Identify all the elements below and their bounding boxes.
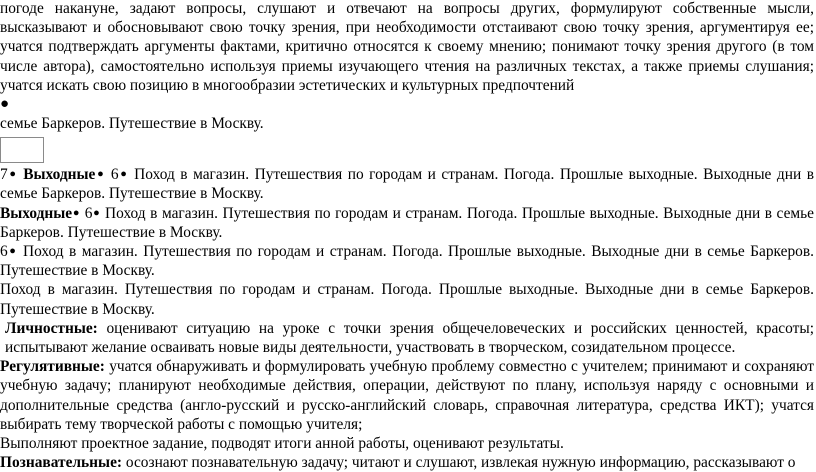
paragraph-project [0, 434, 814, 453]
bullet-dot-icon: ● [72, 206, 81, 219]
paragraph-personal [0, 319, 814, 357]
paragraph-text: оценивают ситуацию на уроке с точки зрения общечеловеческих и российских ценностей, красоты; испытывают желание осваивать новые виды деятельности, участвовать в творческом, созидательном процессе. [5, 319, 814, 357]
paragraph-text: Выполняют проектное задание, подводят итоги анной работы, оценивают результаты. [0, 435, 564, 453]
number-label: 6 [0, 243, 8, 261]
number-label: 6 [110, 166, 119, 184]
bullet-dot-icon: ● [118, 168, 129, 181]
paragraph-regulatory [0, 357, 814, 434]
bold-heading: Выходные [0, 204, 73, 222]
paragraph-weekend-7 [0, 165, 814, 203]
paragraph-six [0, 242, 814, 280]
bullet-dot-icon: ● [0, 96, 10, 113]
paragraph-text: учатся обнаруживать и формулировать учебную проблему совместно с учителем; принимают и сохраняют учебную задачу; планируют необходимые действия, операции, действуют по плану, используя наряду с основными и дополнительные средства (англо-русский и русско-английский словарь, справочная литература, средства ИКТ); учатся выбирать тему творческой работы с помощью учителя; [0, 358, 814, 433]
empty-box-row [0, 133, 814, 165]
section-label-regulatory: Регулятивные: [0, 358, 105, 376]
section-label-personal: Личностные: [5, 319, 98, 337]
paragraph-weekend [0, 204, 814, 242]
paragraph-barkers-trip [0, 114, 814, 133]
paragraph-communicative [0, 0, 814, 95]
section-label-cognitive: Познавательные: [0, 454, 123, 472]
bold-heading: Выходные [23, 166, 96, 184]
bullet-marker [0, 95, 814, 114]
paragraph-text: семье Баркеров. Путешествие в Москву. [0, 115, 264, 133]
paragraph-text: осознают познавательную задачу; читают и слушают, извлекая нужную информацию, рассказывают о [125, 454, 796, 472]
bullet-dot-icon: ● [92, 206, 101, 219]
paragraph-shopping [0, 280, 814, 318]
paragraph-text: Поход в магазин. Путешествия по городам и странам. Погода. Прошлые выходные. Выходные дни в семье Баркеров. Путешествие в Москву. [0, 204, 814, 241]
paragraph-text: Поход в магазин. Путешествия по городам и странам. Погода. Прошлые выходные. Выходные дни в семье Баркеров. Путешествие в Москву. [0, 166, 814, 203]
bullet-dot-icon: ● [95, 168, 106, 181]
paragraph-text: погоде накануне, задают вопросы, слушают и отвечают на вопросы других, формулируют собственные мысли, высказывают и обосновывают свою точку зрения, при необходимости отстаивают свою точку зрения, аргументируя ее; учатся подтверждать аргументы фактами, критично относятся к своему мнению; понимают точку зрения другого (в том числе автора), самостоятельно используя приемы изучающего чтения на различных текстах, а также приемы слушания; учатся искать свою позицию в многообразии эстетических и культурных предпочтений [0, 0, 814, 94]
paragraph-text: Поход в магазин. Путешествия по городам и странам. Погода. Прошлые выходные. Выходные дни в семье Баркеров. Путешествие в Москву. [0, 281, 814, 318]
paragraph-text: Поход в магазин. Путешествия по городам и странам. Погода. Прошлые выходные. Выходные дни в семье Баркеров. Путешествие в Москву. [0, 243, 814, 280]
number-label: 7 [0, 166, 8, 184]
paragraph-cognitive [0, 453, 814, 472]
bullet-dot-icon: ● [7, 245, 18, 258]
bullet-dot-icon: ● [7, 168, 18, 181]
number-label: 6 [84, 204, 93, 222]
empty-checkbox-frame [0, 137, 44, 163]
